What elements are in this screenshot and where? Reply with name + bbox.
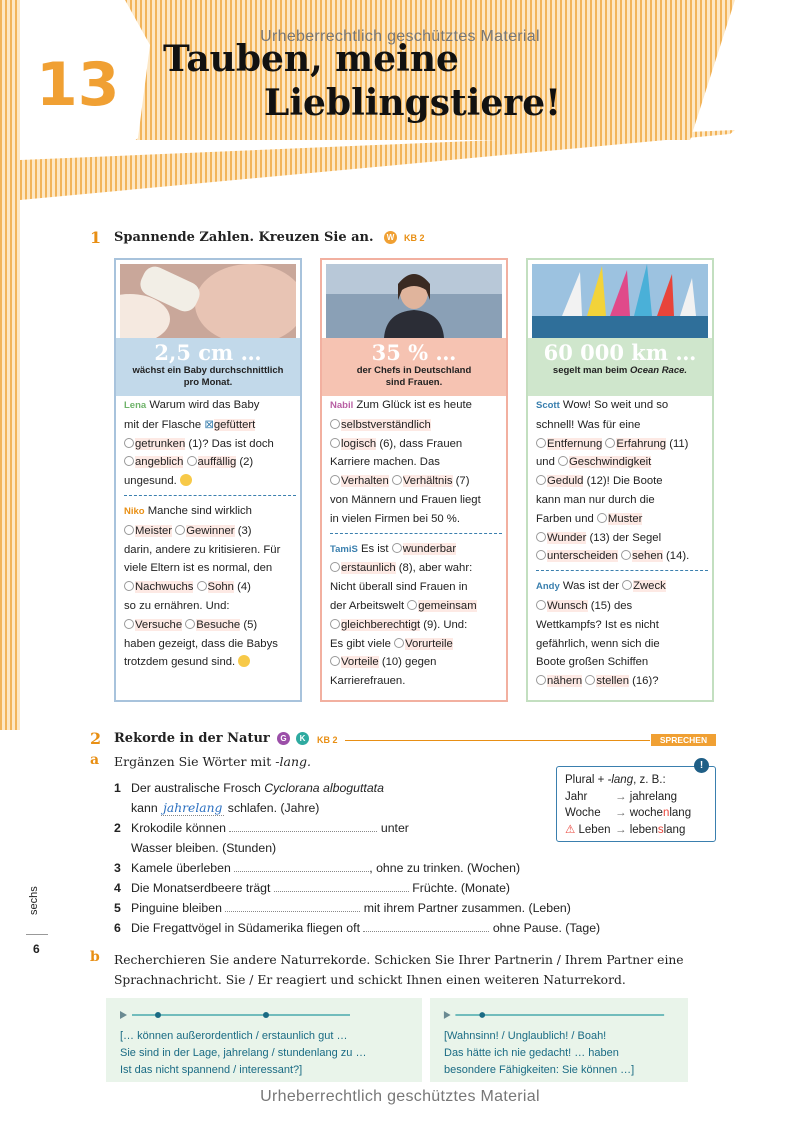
text: leben <box>629 823 658 836</box>
text: , ohne zu trinken. (Wochen) <box>369 861 521 875</box>
text: Kamele überleben <box>131 861 231 875</box>
item-number: 4 <box>114 881 121 895</box>
option-15a[interactable]: Zweck <box>633 580 666 593</box>
speech-bubble-2 <box>430 998 688 1082</box>
k-badge-icon: K <box>296 732 309 745</box>
radio-5a[interactable] <box>124 619 134 629</box>
chapter-title-line1: Tauben, meine <box>163 38 459 80</box>
businesswoman-photo <box>326 264 502 338</box>
card2-sub2: sind Frauen. <box>385 377 443 388</box>
radio-6b[interactable] <box>330 438 340 448</box>
item-1 <box>114 778 384 818</box>
card3-band <box>528 338 712 396</box>
text: viele Eltern ist es normal, den <box>124 562 273 575</box>
info-word: Leben <box>578 823 611 836</box>
answer-field-4[interactable] <box>274 879 409 892</box>
speech1-line: Ist das nicht spannend / interessant?] <box>120 1064 303 1076</box>
radio-12b[interactable] <box>536 475 546 485</box>
text: jahre <box>629 790 656 803</box>
radio-7b[interactable] <box>392 475 402 485</box>
radio-9a[interactable] <box>407 600 417 610</box>
text: Was ist der <box>562 580 619 593</box>
text: Sprachnachricht. Sie / Er reagiert und schickt Ihnen einen weiteren Naturrekord. <box>114 973 626 987</box>
option-11b[interactable]: Erfahrung <box>616 437 667 450</box>
text: woche <box>629 807 663 819</box>
text: Früchte. (Monate) <box>412 881 511 895</box>
option-12b[interactable]: Geduld <box>547 475 584 488</box>
text: (7) <box>455 475 470 488</box>
radio-3a[interactable] <box>124 525 134 535</box>
radio-1b[interactable] <box>124 438 134 448</box>
card-ocean-race <box>526 258 714 702</box>
section2-rule <box>345 740 650 741</box>
exercise-b-instruction <box>114 950 684 990</box>
text: kann <box>131 801 158 815</box>
text: lang <box>655 790 678 803</box>
option-1b[interactable]: getrunken <box>135 437 186 450</box>
option-16b[interactable]: stellen <box>596 675 629 688</box>
checked-option-icon[interactable]: ⊠ <box>204 418 214 431</box>
card2-text <box>330 396 502 691</box>
card-chefs <box>320 258 508 702</box>
text: trotzdem gesund sind. <box>124 656 236 669</box>
info-word: Jahr <box>565 790 588 803</box>
option-5b[interactable]: Besuche <box>196 618 241 631</box>
divider <box>124 495 296 496</box>
text: und <box>536 456 555 469</box>
speech2-line: [Wahnsinn! / Unglaublich! / Boah! <box>444 1030 607 1042</box>
speaker-lena: Lena <box>124 400 147 411</box>
radio-6a[interactable] <box>330 419 340 429</box>
arrow-icon: → <box>615 790 630 803</box>
text: Manche sind wirklich <box>147 504 252 517</box>
arrow-icon: → <box>615 807 630 819</box>
text: (2) <box>239 456 254 469</box>
arrow-icon: → <box>615 823 630 836</box>
text: Es ist <box>360 542 389 555</box>
item-number: 5 <box>114 901 121 915</box>
radio-15b[interactable] <box>536 600 546 610</box>
text: s <box>657 823 664 836</box>
text: mit ihrem Partner zusammen. (Leben) <box>363 901 571 915</box>
option-15b[interactable]: Wunsch <box>547 599 588 612</box>
info-alert-icon: ! <box>694 758 709 773</box>
option-6b[interactable]: logisch <box>341 437 377 450</box>
section2-title: Rekorde in der Natur <box>114 731 270 746</box>
text: Pinguine bleiben <box>131 901 222 915</box>
text: kann man nur durch die <box>536 493 655 506</box>
text: (8), aber wahr: <box>398 562 473 575</box>
radio-8a[interactable] <box>392 543 402 553</box>
text: Wettkampfs? Ist es nicht <box>536 618 659 631</box>
chapter-title-line2: Lieblingstiere! <box>264 82 561 124</box>
answer-field-5[interactable] <box>225 899 360 912</box>
option-3a[interactable]: Meister <box>135 524 173 537</box>
speaker-nabil: Nabil <box>330 400 354 411</box>
text: -lang <box>607 774 634 786</box>
radio-12a[interactable] <box>558 456 568 466</box>
answer-field-1[interactable]: jahrelang <box>163 801 223 815</box>
speech2-line: Das hätte ich nie gedacht! … haben <box>444 1047 619 1059</box>
radio-16a[interactable] <box>536 675 546 685</box>
speech2-line: besondere Fähigkeiten: Sie können …] <box>444 1064 635 1076</box>
radio-8b[interactable] <box>330 562 340 572</box>
radio-4b[interactable] <box>197 581 207 591</box>
divider <box>536 570 708 571</box>
text: Es gibt viele <box>330 637 391 650</box>
option-9b[interactable]: gleichberechtigt <box>341 618 421 631</box>
text: Ergänzen Sie Wörter mit <box>114 754 272 769</box>
radio-10b[interactable] <box>330 656 340 666</box>
card3-stat: 60 000 km … <box>543 340 697 365</box>
text: Recherchieren Sie andere Naturrekorde. Schicken Sie Ihrer Partnerin / Ihrem Partner eine <box>114 953 684 967</box>
radio-16b[interactable] <box>585 675 595 685</box>
option-14a[interactable]: unterscheiden <box>547 550 618 563</box>
text: n <box>662 807 670 819</box>
wink-emoji-icon <box>238 655 250 667</box>
text: gefährlich, wenn sich die <box>536 637 660 650</box>
plural-lang-infobox <box>556 760 716 842</box>
speech1-line: Sie sind in der Lage, jahrelang / stundenlang zu … <box>120 1047 367 1059</box>
sailboats-photo <box>532 264 708 338</box>
card3-sub1: segelt man beim <box>552 365 628 376</box>
speech-bubble-1 <box>106 998 422 1082</box>
text: Karrierefrauen. <box>330 675 406 688</box>
text: Cyclorana alboguttata <box>264 781 384 795</box>
text: Wow! So weit und so <box>562 399 669 411</box>
option-3b[interactable]: Gewinner <box>186 524 235 537</box>
grimace-emoji-icon <box>180 474 192 486</box>
page-number: 6 <box>33 942 40 956</box>
text: (15) des <box>590 599 633 612</box>
card1-stat: 2,5 cm … <box>154 340 262 365</box>
option-10a[interactable]: Vorurteile <box>405 637 453 650</box>
text: schlafen. (Jahre) <box>227 801 320 815</box>
card1-text <box>124 396 296 672</box>
option-8a[interactable]: wunderbar <box>402 542 457 555</box>
text: Krokodile können <box>131 821 227 835</box>
card3-sub2: Ocean Race. <box>630 365 688 376</box>
radio-7a[interactable] <box>330 475 340 485</box>
radio-15a[interactable] <box>622 580 632 590</box>
radio-2a[interactable] <box>124 456 134 466</box>
radio-2b[interactable] <box>187 456 197 466</box>
text: Plural + <box>565 774 605 786</box>
radio-14a[interactable] <box>536 550 546 560</box>
section2-number: 2 <box>90 729 102 748</box>
item-number: 6 <box>114 921 121 935</box>
speech1-line: [… können außerordentlich / erstaunlich gut … <box>120 1030 348 1042</box>
text: (9). Und: <box>423 618 468 631</box>
option-2b[interactable]: auffällig <box>197 456 237 469</box>
card2-band <box>322 338 506 396</box>
text: Zum Glück ist es heute <box>356 399 472 411</box>
text: Nicht überall sind Frauen in <box>330 581 468 594</box>
radio-3b[interactable] <box>175 525 185 535</box>
item-2 <box>114 818 409 858</box>
item-4 <box>114 878 510 898</box>
chapter-number: 13 <box>36 50 120 120</box>
radio-9b[interactable] <box>330 619 340 629</box>
text: Die Monatserdbeere trägt <box>131 881 271 895</box>
text: (5) <box>243 618 258 631</box>
text: in vielen Firmen bei 50 %. <box>330 512 460 525</box>
text: haben gezeigt, dass die Babys <box>124 637 278 650</box>
audio-player-1[interactable] <box>118 1010 353 1020</box>
option-1a[interactable]: gefüttert <box>213 418 256 431</box>
section1-title: Spannende Zahlen. Kreuzen Sie an. <box>114 230 374 245</box>
text: (3) <box>237 524 252 537</box>
card3-text <box>536 396 708 691</box>
option-4a[interactable]: Nachwuchs <box>135 581 194 594</box>
option-11a[interactable]: Entfernung <box>547 437 603 450</box>
card2-stat: 35 % … <box>371 340 457 365</box>
audio-player-2[interactable] <box>442 1010 667 1020</box>
text: Der australische Frosch <box>131 781 261 795</box>
option-16a[interactable]: nähern <box>547 675 583 688</box>
text: Wasser bleiben. (Stunden) <box>131 841 277 855</box>
speaker-tamis: TamiS <box>330 543 358 555</box>
watermark-bottom: Urheberrechtlich geschütztes Material <box>260 1088 540 1105</box>
text: (1)? Das ist doch <box>188 437 274 450</box>
item-number: 3 <box>114 861 121 875</box>
text: schnell! Was für eine <box>536 418 641 431</box>
item-number: 2 <box>114 821 121 835</box>
option-14b[interactable]: sehen <box>632 550 663 563</box>
item-5 <box>114 898 571 918</box>
text: von Männern und Frauen liegt <box>330 493 481 506</box>
text: darin, andere zu kritisieren. Für <box>124 543 281 556</box>
text: (4) <box>237 581 251 594</box>
text: Farben und <box>536 512 594 525</box>
card1-sub1: wächst ein Baby durchschnittlich <box>132 365 284 376</box>
divider <box>330 533 502 534</box>
text: Boote großen Schiffen <box>536 656 649 669</box>
watermark-top: Urheberrechtlich geschütztes Material <box>260 28 540 45</box>
card2-sub1: der Chefs in Deutschland <box>356 365 472 376</box>
text: mit der Flasche <box>124 418 202 431</box>
exercise-a-instruction <box>114 754 311 769</box>
option-12a[interactable]: Geschwindigkeit <box>569 456 652 469</box>
radio-5b[interactable] <box>185 619 195 629</box>
option-9a[interactable]: gemeinsam <box>418 599 477 612</box>
text: Die Fregattvögel in Südamerika fliegen oft <box>131 921 360 935</box>
item-number: 1 <box>114 781 121 795</box>
answer-field-2[interactable] <box>229 819 377 832</box>
text: lang <box>663 823 686 836</box>
speaker-scott: Scott <box>536 400 560 411</box>
option-13b[interactable]: Wunder <box>547 531 587 544</box>
page-word: sechs <box>28 886 40 915</box>
option-4b[interactable]: Sohn <box>207 581 234 594</box>
g-badge-icon: G <box>277 732 290 745</box>
w-badge-icon: W <box>384 231 397 244</box>
answer-field-6[interactable] <box>363 919 489 932</box>
text: Warum wird das Baby <box>149 399 260 411</box>
text: Karriere machen. Das <box>330 456 440 469</box>
option-7b[interactable]: Verhältnis <box>402 475 453 488</box>
speaker-andy: Andy <box>536 581 560 593</box>
text: -lang. <box>275 754 311 769</box>
item-6 <box>114 918 600 938</box>
text: (14). <box>666 550 690 563</box>
exercise-a-label: a <box>90 752 100 768</box>
text: so zu ernähren. Und: <box>124 599 230 612</box>
radio-11a[interactable] <box>536 438 546 448</box>
radio-13b[interactable] <box>536 532 546 542</box>
speaker-niko: Niko <box>124 505 145 517</box>
card1-sub2: pro Monat. <box>183 377 233 388</box>
page-rule <box>26 934 48 935</box>
option-5a[interactable]: Versuche <box>135 618 183 631</box>
baby-photo <box>120 264 296 338</box>
radio-10a[interactable] <box>394 638 404 648</box>
text: der Arbeitswelt <box>330 599 405 612</box>
answer-field-3[interactable] <box>234 859 369 872</box>
exercise-b-label: b <box>90 949 100 965</box>
warning-icon: ⚠ <box>565 823 576 836</box>
text: ohne Pause. (Tage) <box>492 921 601 935</box>
radio-14b[interactable] <box>621 550 631 560</box>
text: unter <box>380 821 409 835</box>
kb-ref-2: KB 2 <box>317 735 338 745</box>
item-3 <box>114 858 520 878</box>
text: ungesund. <box>124 475 177 488</box>
option-13a[interactable]: Muster <box>607 512 643 525</box>
option-6a[interactable]: selbstverständlich <box>341 418 431 431</box>
kb-ref-1: KB 2 <box>404 233 425 243</box>
text: (10) gegen <box>381 656 437 669</box>
radio-11b[interactable] <box>605 438 615 448</box>
text: (11) <box>669 437 689 450</box>
info-word: Woche <box>565 807 601 819</box>
text: (16)? <box>632 675 659 688</box>
radio-13a[interactable] <box>597 513 607 523</box>
sprechen-tag: SPRECHEN <box>651 734 716 746</box>
card1-band <box>116 338 300 396</box>
text: , z. B.: <box>633 774 666 786</box>
text: lang <box>669 807 692 819</box>
section1-number: 1 <box>90 228 102 247</box>
text: (6), dass Frauen <box>379 437 463 450</box>
option-7a[interactable]: Verhalten <box>341 475 389 488</box>
option-10b[interactable]: Vorteile <box>341 656 379 669</box>
text: (12)! Die Boote <box>586 475 663 488</box>
option-2a[interactable]: angeblich <box>135 456 184 469</box>
text: (13) der Segel <box>589 531 662 544</box>
radio-4a[interactable] <box>124 581 134 591</box>
card-baby <box>114 258 302 702</box>
option-8b[interactable]: erstaunlich <box>341 562 396 575</box>
